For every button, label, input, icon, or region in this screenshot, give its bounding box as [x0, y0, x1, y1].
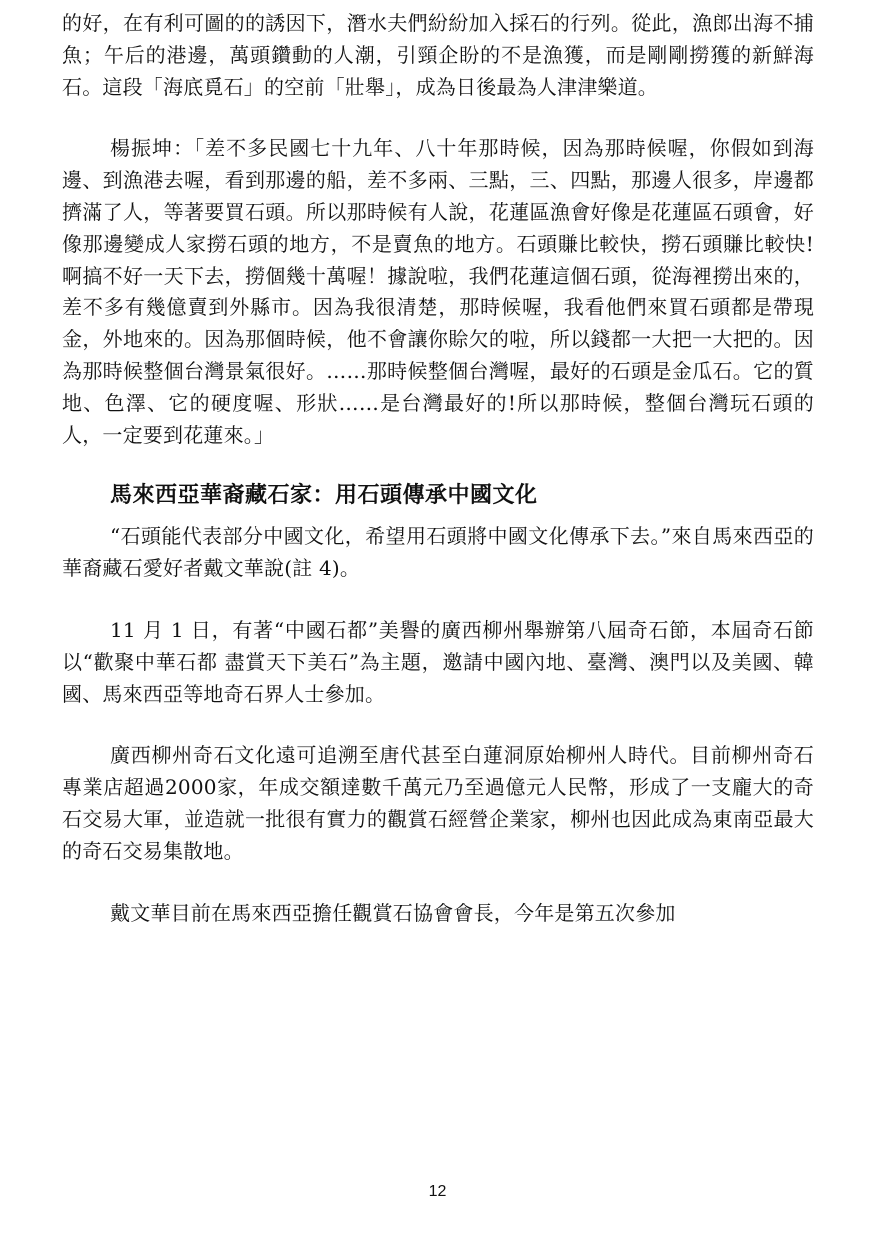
paragraph-liuzhou-history: 廣西柳州奇石文化遠可追溯至唐代甚至白蓮洞原始柳州人時代。目前柳州奇石專業店超過2000家，年成交額達數千萬元乃至過億元人民幣，形成了一支龐大的奇石交易大軍，並造就一批很有實力的觀賞石經營企業家，柳州也因此成為東南亞最大的奇石交易集散地。 [62, 743, 814, 863]
document-body [62, 8, 814, 929]
page-number: 12 [428, 1183, 447, 1200]
paragraph-dai-wenhua-quote: “石頭能代表部分中國文化，希望用石頭將中國文化傳承下去。”來自馬來西亞的華裔藏石愛好者戴文華說(註 4)。 [62, 524, 814, 581]
section-heading: 馬來西亞華裔藏石家：用石頭傳承中國文化 [110, 483, 538, 509]
paragraph-quote-yang-zhenkun: 楊振坤：「差不多民國七十九年、八十年那時候，因為那時候喔，你假如到海邊、到漁港去喔，看到那邊的船，差不多兩、三點，三、四點，那邊人很多，岸邊都擠滿了人，等著要買石頭。所以那時候有人說，花蓮區漁會好像是花蓮區石頭會，好像那邊變成人家撈石頭的地方，不是賣魚的地方。石頭賺比較快，撈石頭賺比較快!啊搞不好一天下去，撈個幾十萬喔！據說啦，我們花蓮這個石頭，從海裡撈出來的，差不多有幾億賣到外縣市。因為我很清楚，那時候喔，我看他們來買石頭都是帶現金，外地來的。因為那個時候，他不會讓你賒欠的啦，所以錢都一大把一大把的。因為那時候整個台灣景氣很好。……那時候整個台灣喔，最好的石頭是金瓜石。它的質地、色澤、它的硬度喔、形狀……是台灣最好的!所以那時候，整個台灣玩石頭的人，一定要到花蓮來。」 [62, 136, 814, 447]
paragraph-continuation: 的好，在有利可圖的的誘因下，潛水夫們紛紛加入採石的行列。從此，漁郎出海不捕魚；午后的港邊，萬頭鑽動的人潮，引頸企盼的不是漁獲，而是剛剛撈獲的新鮮海石。這段「海底覓石」的空前「壯舉」，成為日後最為人津津樂道。 [62, 11, 814, 99]
paragraph-dai-wenhua-role: 戴文華目前在馬來西亞擔任觀賞石協會會長，今年是第五次參加 [110, 900, 676, 925]
paragraph-stone-festival: 11 月 1 日，有著“中國石都”美譽的廣西柳州舉辦第八屆奇石節，本屆奇石節以“歡聚中華石都 盡賞天下美石”為主題，邀請中國內地、臺灣、澳門以及美國、韓國、馬來西亞等地奇石界人士參加。 [62, 617, 814, 706]
